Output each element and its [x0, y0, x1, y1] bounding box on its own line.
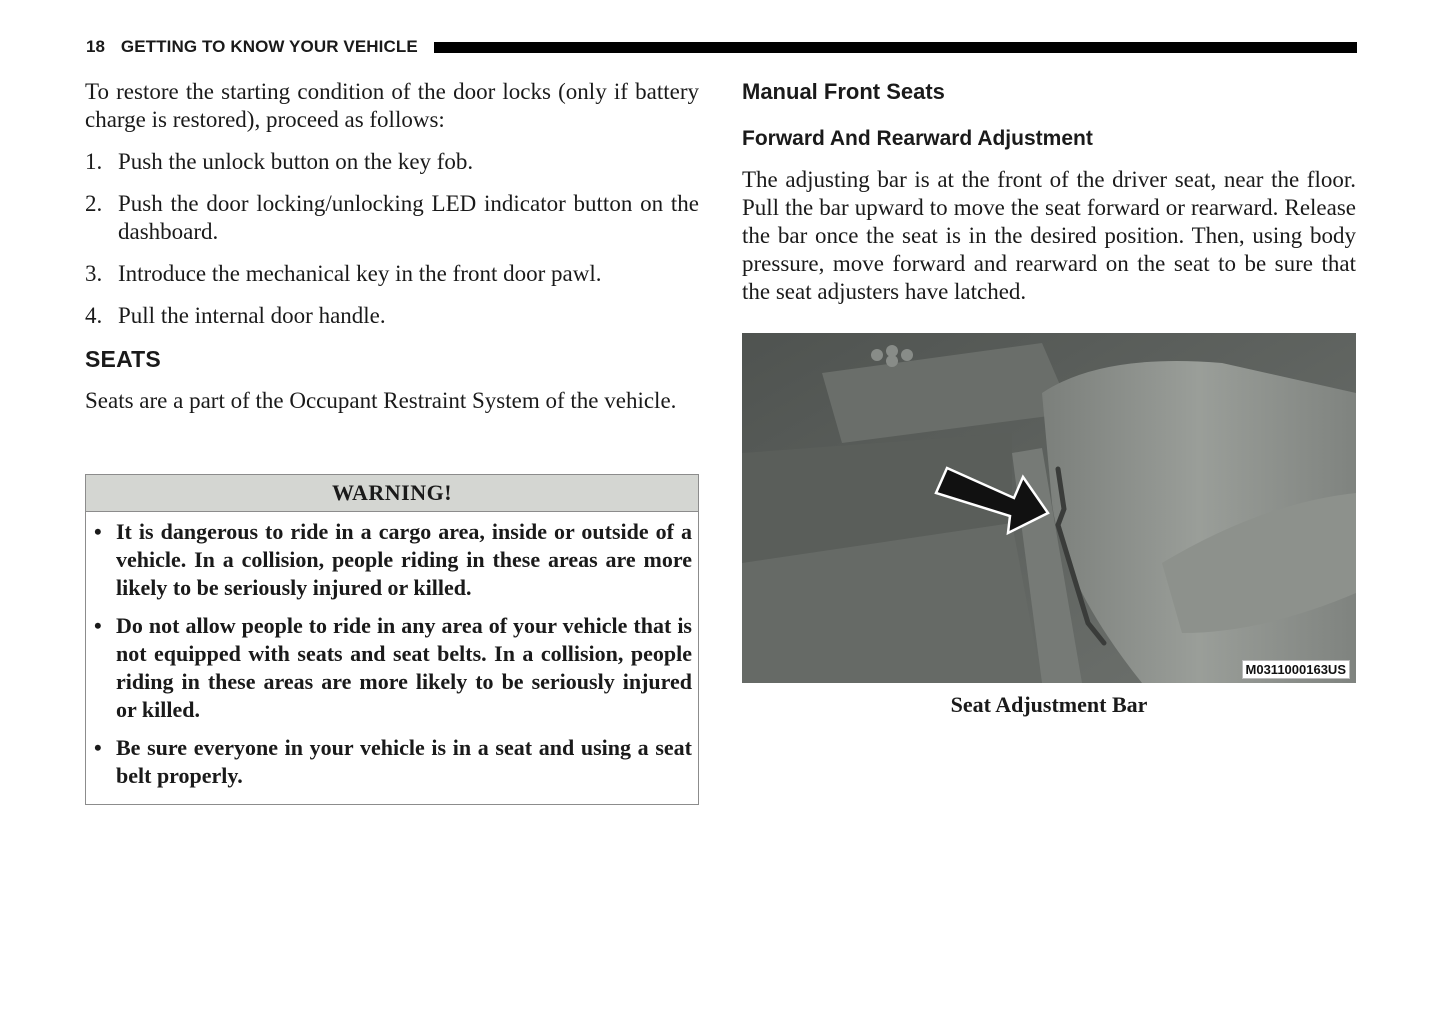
adjustment-paragraph: The adjusting bar is at the front of the driver seat, near the floor. Pull the bar upward to move the seat forward or rearward. Release the bar once the seat is in the desired position. Then, using body pressure, move forward and rearward on the seat to be sure that the seat adjusters have latched.: [742, 167, 1356, 304]
warning-text: It is dangerous to ride in a cargo area, inside or outside of a vehicle. In a collision, people riding in these areas are more likely to be seriously injured or killed.: [116, 519, 692, 600]
bullet-icon: •: [94, 519, 102, 544]
seats-heading: SEATS: [85, 346, 161, 372]
warning-list: [86, 512, 698, 804]
illustration-graphic: [742, 333, 1356, 683]
warning-title: WARNING!: [86, 475, 698, 512]
step-text: Pull the internal door handle.: [118, 303, 386, 328]
warning-text: Do not allow people to ride in any area of your vehicle that is not equipped with seats and seat belts. In a collision, people riding in these areas are more likely to be seriously injured or killed.: [116, 613, 692, 722]
step-text: Push the unlock button on the key fob.: [118, 149, 474, 174]
page-number: 18: [86, 37, 105, 56]
forward-rearward-heading: Forward And Rearward Adjustment: [742, 127, 1093, 150]
warning-item: [94, 612, 692, 724]
list-item: [85, 190, 699, 246]
list-item: [85, 148, 699, 176]
console-button: [886, 355, 898, 367]
figure-id-label: M0311000163US: [1242, 660, 1350, 679]
step-number: 3.: [85, 261, 103, 286]
seats-paragraph: Seats are a part of the Occupant Restraint System of the vehicle.: [85, 388, 677, 413]
step-number: 2.: [85, 191, 103, 216]
right-column: [742, 78, 1356, 306]
warning-text: Be sure everyone in your vehicle is in a seat and using a seat belt properly.: [116, 735, 692, 788]
list-item: [85, 302, 699, 330]
figure-caption: Seat Adjustment Bar: [950, 692, 1148, 717]
manual-front-seats-heading: Manual Front Seats: [742, 79, 945, 104]
step-text: Introduce the mechanical key in the front door pawl.: [118, 261, 602, 286]
header-rule: [434, 42, 1357, 53]
console-button: [871, 349, 883, 361]
list-item: [85, 260, 699, 288]
warning-item: [94, 734, 692, 790]
step-text: Push the door locking/unlocking LED indicator button on the dashboard.: [118, 191, 699, 244]
bullet-icon: •: [94, 613, 102, 638]
steps-list: [85, 148, 699, 330]
step-number: 1.: [85, 149, 103, 174]
page-header: [86, 36, 1357, 58]
console-button: [901, 349, 913, 361]
seat-adjustment-illustration: [742, 333, 1356, 683]
warning-box: [85, 474, 699, 805]
section-title: GETTING TO KNOW YOUR VEHICLE: [120, 37, 418, 56]
warning-item: [94, 518, 692, 602]
step-number: 4.: [85, 303, 103, 328]
left-column: [85, 78, 699, 415]
bullet-icon: •: [94, 735, 102, 760]
intro-paragraph: To restore the starting condition of the door locks (only if battery charge is restored), proceed as follows:: [85, 79, 699, 132]
